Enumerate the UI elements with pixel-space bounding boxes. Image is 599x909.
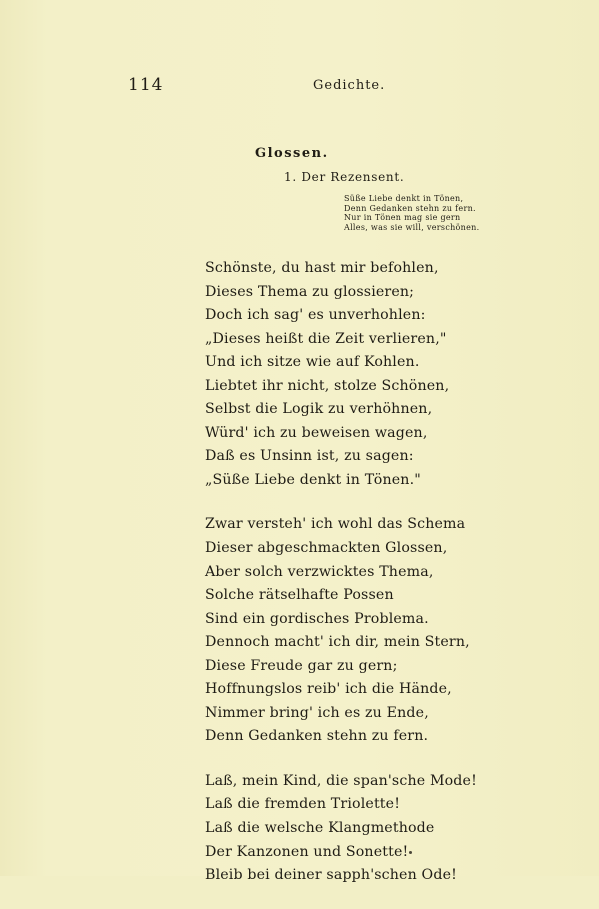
verse-line: Hoffnungslos reib' ich die Hände,	[205, 681, 452, 698]
section-title: Glossen.	[255, 146, 329, 161]
motto-line: Denn Gedanken stehn zu fern.	[344, 203, 476, 213]
stanza-3	[205, 770, 495, 888]
verse-line: Schönste, du hast mir befohlen,	[205, 260, 439, 276]
verse-line: Dieses Thema zu glossieren;	[205, 283, 415, 300]
verse-line: Liebtet ihr nicht, stolze Schönen,	[205, 377, 450, 394]
verse-line: Dennoch macht' ich dir, mein Stern,	[205, 634, 470, 651]
verse-line: „Süße Liebe denkt in Tönen."	[205, 471, 421, 488]
verse-line: Laß, mein Kind, die span'sche Mode!	[205, 772, 477, 789]
motto-line: Alles, was sie will, verschönen.	[344, 222, 480, 232]
motto-epigraph	[344, 194, 514, 232]
motto-line: Nur in Tönen mag sie gern	[344, 213, 461, 222]
ink-speck	[409, 851, 412, 854]
verse-line: Sind ein gordisches Problema.	[205, 610, 429, 627]
stanza-1	[205, 257, 495, 492]
running-title: Gedichte.	[313, 78, 386, 93]
verse-line: Doch ich sag' es unverhohlen:	[205, 307, 426, 324]
page-number: 114	[128, 75, 164, 95]
verse-line: Nimmer bring' ich es zu Ende,	[205, 704, 429, 721]
verse-line: Dieser abgeschmackten Glossen,	[205, 540, 448, 557]
poem-heading: 1. Der Rezensent.	[284, 170, 405, 184]
verse-line: Laß die welsche Klangmethode	[205, 820, 435, 837]
verse-line: Würd' ich zu beweisen wagen,	[205, 424, 428, 441]
verse-line: Selbst die Logik zu verhöhnen,	[205, 401, 433, 418]
verse-line: Und ich sitze wie auf Kohlen.	[205, 354, 420, 371]
verse-line: Diese Freude gar zu gern;	[205, 657, 398, 674]
verse-line: Solche rätselhafte Possen	[205, 587, 394, 604]
verse-line: Zwar versteh' ich wohl das Schema	[205, 516, 466, 533]
motto-line: Süße Liebe denkt in Tönen,	[344, 194, 464, 203]
verse-line: Bleib bei deiner sapph'schen Ode!	[205, 867, 457, 884]
verse-line: Daß es Unsinn ist, zu sagen:	[205, 448, 414, 465]
verse-line: Denn Gedanken stehn zu fern.	[205, 728, 429, 745]
verse-line: Der Kanzonen und Sonette!	[205, 843, 409, 860]
verse-line: Aber solch verzwicktes Thema,	[205, 563, 434, 580]
poem-body	[205, 257, 495, 909]
verse-line: Laß die fremden Triolette!	[205, 796, 401, 813]
stanza-2	[205, 513, 495, 748]
verse-line: „Dieses heißt die Zeit verlieren,"	[205, 330, 447, 347]
